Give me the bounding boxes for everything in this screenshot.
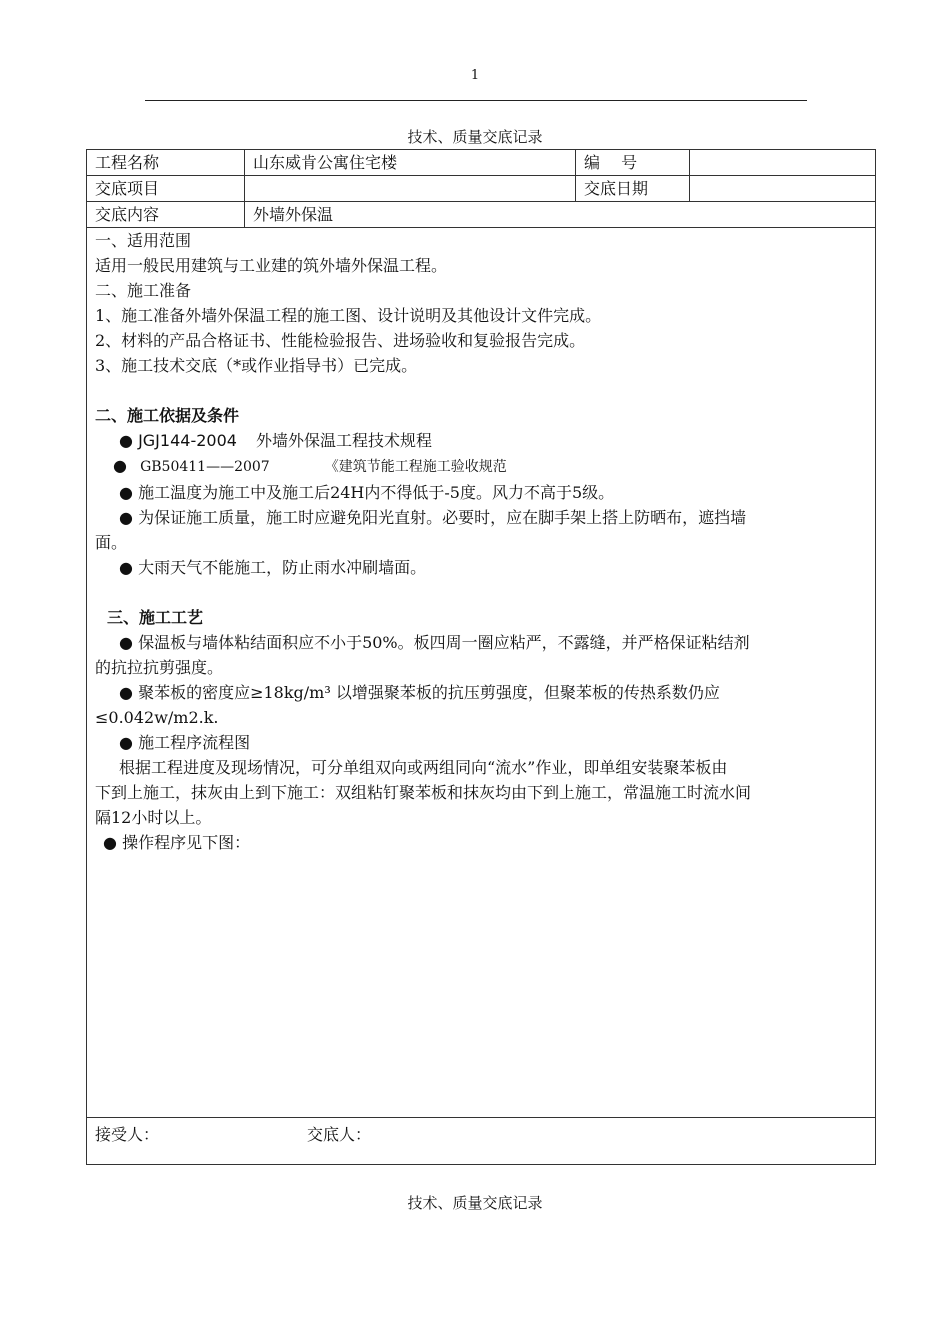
prep-item-1: 1、施工准备外墙外保温工程的施工图、设计说明及其他设计文件完成。 [95,306,602,325]
prep-item-2: 2、材料的产品合格证书、性能检验报告、进场验收和复验报告完成。 [95,331,586,350]
process-density [95,680,867,705]
density-text-line-2: ≤0.042w/m2.k. [95,708,219,727]
bullet-icon: ● [113,456,127,475]
section-basis-title: 二、施工依据及条件 [95,406,240,425]
standard-2-code: GB50411——2007 [140,459,270,475]
bullet-icon: ● [103,833,117,852]
presenter-label: 交底人： [307,1125,372,1144]
standard-1-code: JGJ144-2004 [138,431,237,450]
process-bond [95,630,867,655]
receiver-label: 接受人： [95,1125,160,1144]
number-label: 编 号 [575,150,690,175]
header-rule [145,100,807,101]
form-caption-bottom: 技术、质量交底记录 [407,1194,543,1212]
prep-item-3: 3、施工技术交底（*或作业指导书）已完成。 [95,356,418,375]
spacer [95,378,867,403]
sun-text-line-2: 面。 [95,533,128,552]
page-number: 1 [470,68,480,83]
bullet-icon: ● [119,733,133,752]
row-content [87,202,875,228]
sun-text-line-1: 为保证施工质量，施工时应避免阳光直射。必要时，应在脚手架上搭上防晒布，遮挡墙 [138,508,747,527]
bullet-icon: ● [119,683,133,702]
process-flow [95,730,867,755]
basis-sun [95,505,867,530]
section-prep-title: 二、施工准备 [95,281,192,300]
item-label: 交底项目 [87,176,245,201]
standard-2-name: 《建筑节能工程施工验收规范 [324,459,507,475]
project-name-value[interactable]: 山东威肯公寓住宅楼 [253,153,398,172]
row-item [87,176,875,202]
basis-rain [95,555,867,580]
project-name-label: 工程名称 [87,150,245,175]
content-label: 交底内容 [87,202,245,227]
rain-text: 大雨天气不能施工，防止雨水冲刷墙面。 [138,558,427,577]
section-scope-text: 适用一般民用建筑与工业建的筑外墙外保温工程。 [95,256,448,275]
bond-text-line-2: 的抗拉抗剪强度。 [95,658,224,677]
content-value[interactable]: 外墙外保温 [253,205,334,224]
bullet-icon: ● [119,508,133,527]
section-process-title: 三、施工工艺 [107,608,204,627]
basis-standard-1 [95,428,867,453]
number-value[interactable] [690,150,875,175]
bullet-icon: ● [119,633,133,652]
flow-text-line-1: 根据工程进度及现场情况，可分单组双向或两组同向“流水”作业，即单组安装聚苯板由 [119,758,728,777]
bullet-icon: ● [119,483,133,502]
disclosure-form [86,149,876,1165]
temperature-text: 施工温度为施工中及施工后24H内不得低于-5度。风力不高于5级。 [138,483,615,502]
bond-text-line-1: 保温板与墙体粘结面积应不小于50%。板四周一圈应粘严，不露缝，并严格保证粘结剂 [138,633,750,652]
process-ops [95,830,867,855]
bullet-icon: ● [119,431,133,450]
bullet-icon: ● [119,558,133,577]
row-project-name [87,150,875,176]
signature-row [87,1118,875,1164]
disclosure-body [87,228,875,1118]
spacer [95,580,867,605]
standard-1-name: 外墙外保温工程技术规程 [256,431,433,450]
flow-title: 施工程序流程图 [138,733,251,752]
form-caption-top: 技术、质量交底记录 [407,128,543,146]
flow-text-line-3: 隔12小时以上。 [95,808,212,827]
density-text-line-1: 聚苯板的密度应≥18kg/m³ 以增强聚苯板的抗压剪强度，但聚苯板的传热系数仍应 [138,683,720,702]
date-label: 交底日期 [575,176,690,201]
ops-text: 操作程序见下图： [122,833,251,852]
item-value[interactable] [245,176,575,201]
basis-standard-2 [95,453,867,480]
date-value[interactable] [690,176,875,201]
flow-text-line-2: 下到上施工，抹灰由上到下施工：双组粘钉聚苯板和抹灰均由下到上施工，常温施工时流水间 [95,783,752,802]
section-scope-title: 一、适用范围 [95,231,192,250]
basis-temperature [95,480,867,505]
